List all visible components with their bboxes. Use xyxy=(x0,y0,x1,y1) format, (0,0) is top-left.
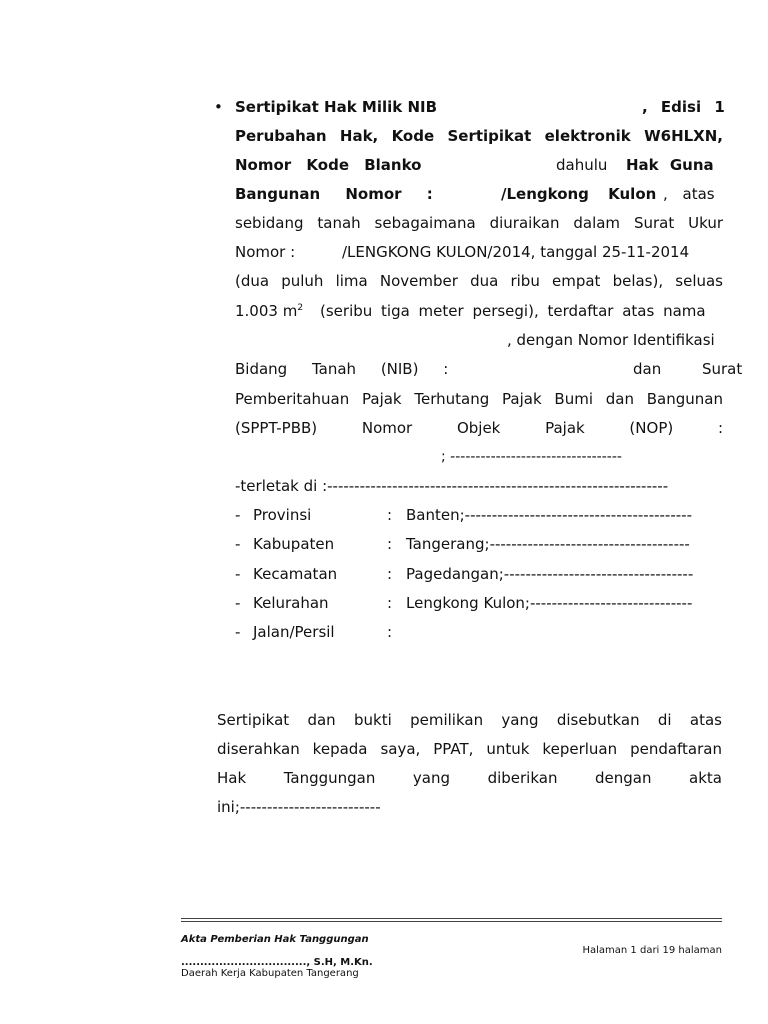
item-line-2: Perubahan Hak, Kode Sertipikat elektronik W6HLXN, xyxy=(235,127,723,145)
item-line-5: sebidang tanah sebagaimana diuraikan dalam Surat Ukur xyxy=(235,214,723,232)
item-line-4b: /Lengkong Kulon xyxy=(501,185,657,203)
location-value: Pagedangan;----------------------------------- xyxy=(406,565,694,583)
item-line-13: ; ---------------------------------- xyxy=(441,449,622,465)
footer-signatory: ................................., S.H, M.Kn. xyxy=(181,957,373,968)
paragraph-line-1: Sertipikat dan bukti pemilikan yang disebutkan di atas xyxy=(217,711,722,729)
paragraph-line-3: Hak Tanggungan yang diberikan dengan akta xyxy=(217,769,722,787)
item-line-10a: Bidang Tanah (NIB) : xyxy=(235,360,449,378)
location-colon: : xyxy=(387,623,393,641)
location-intro: -terletak di :--------------------------------------------------------------- xyxy=(235,477,669,495)
footer-page-info: Halaman 1 dari 19 halaman xyxy=(582,945,722,956)
location-label: Provinsi xyxy=(253,506,312,524)
location-value: Lengkong Kulon;------------------------------ xyxy=(406,594,693,612)
item-line-4c: , atas xyxy=(663,185,715,203)
item-line-11: Pemberitahuan Pajak Terhutang Pajak Bumi dan Bangunan xyxy=(235,390,723,408)
paragraph-line-2: diserahkan kepada saya, PPAT, untuk keperluan pendaftaran xyxy=(217,740,722,758)
footer-divider xyxy=(181,918,722,919)
item-line-3c: Hak Guna xyxy=(626,156,714,174)
location-label: Kabupaten xyxy=(253,535,335,553)
item-line-8b: (seribu tiga meter persegi), terdaftar atas nama xyxy=(320,302,706,320)
location-dash: - xyxy=(235,535,241,553)
footer-document-title: Akta Pemberian Hak Tanggungan xyxy=(181,934,369,945)
item-line-7: (dua puluh lima November dua ribu empat belas), seluas xyxy=(235,272,723,290)
item-line-9: , dengan Nomor Identifikasi xyxy=(507,331,715,349)
paragraph-line-4: ini;-------------------------- xyxy=(217,798,381,816)
item-line-3a: Nomor Kode Blanko xyxy=(235,156,422,174)
location-dash: - xyxy=(235,623,241,641)
location-label: Jalan/Persil xyxy=(253,623,335,641)
item-line-6a: Nomor : xyxy=(235,243,296,261)
item-line-1b: , Edisi 1 xyxy=(642,98,725,116)
location-colon: : xyxy=(387,565,393,583)
location-label: Kelurahan xyxy=(253,594,329,612)
location-colon: : xyxy=(387,594,393,612)
item-line-1a: Sertipikat Hak Milik NIB xyxy=(235,98,438,116)
footer-divider xyxy=(181,921,722,922)
location-dash: - xyxy=(235,594,241,612)
footer-work-area: Daerah Kerja Kabupaten Tangerang xyxy=(181,968,359,979)
location-dash: - xyxy=(235,565,241,583)
item-line-6b: /LENGKONG KULON/2014, tanggal 25-11-2014 xyxy=(342,243,690,261)
location-value: Banten;------------------------------------------ xyxy=(406,506,692,524)
item-line-12: (SPPT-PBB) Nomor Objek Pajak (NOP) : xyxy=(235,419,723,437)
location-label: Kecamatan xyxy=(253,565,338,583)
location-colon: : xyxy=(387,535,393,553)
location-dash: - xyxy=(235,506,241,524)
item-line-8a: 1.003 $m^2$ xyxy=(235,302,304,320)
item-line-10b: dan Surat xyxy=(633,360,743,378)
item-line-3b: dahulu xyxy=(556,156,608,174)
bullet-marker: • xyxy=(214,98,223,116)
location-value: Tangerang;------------------------------------- xyxy=(406,535,690,553)
item-line-4a: Bangunan Nomor : xyxy=(235,185,433,203)
location-colon: : xyxy=(387,506,393,524)
